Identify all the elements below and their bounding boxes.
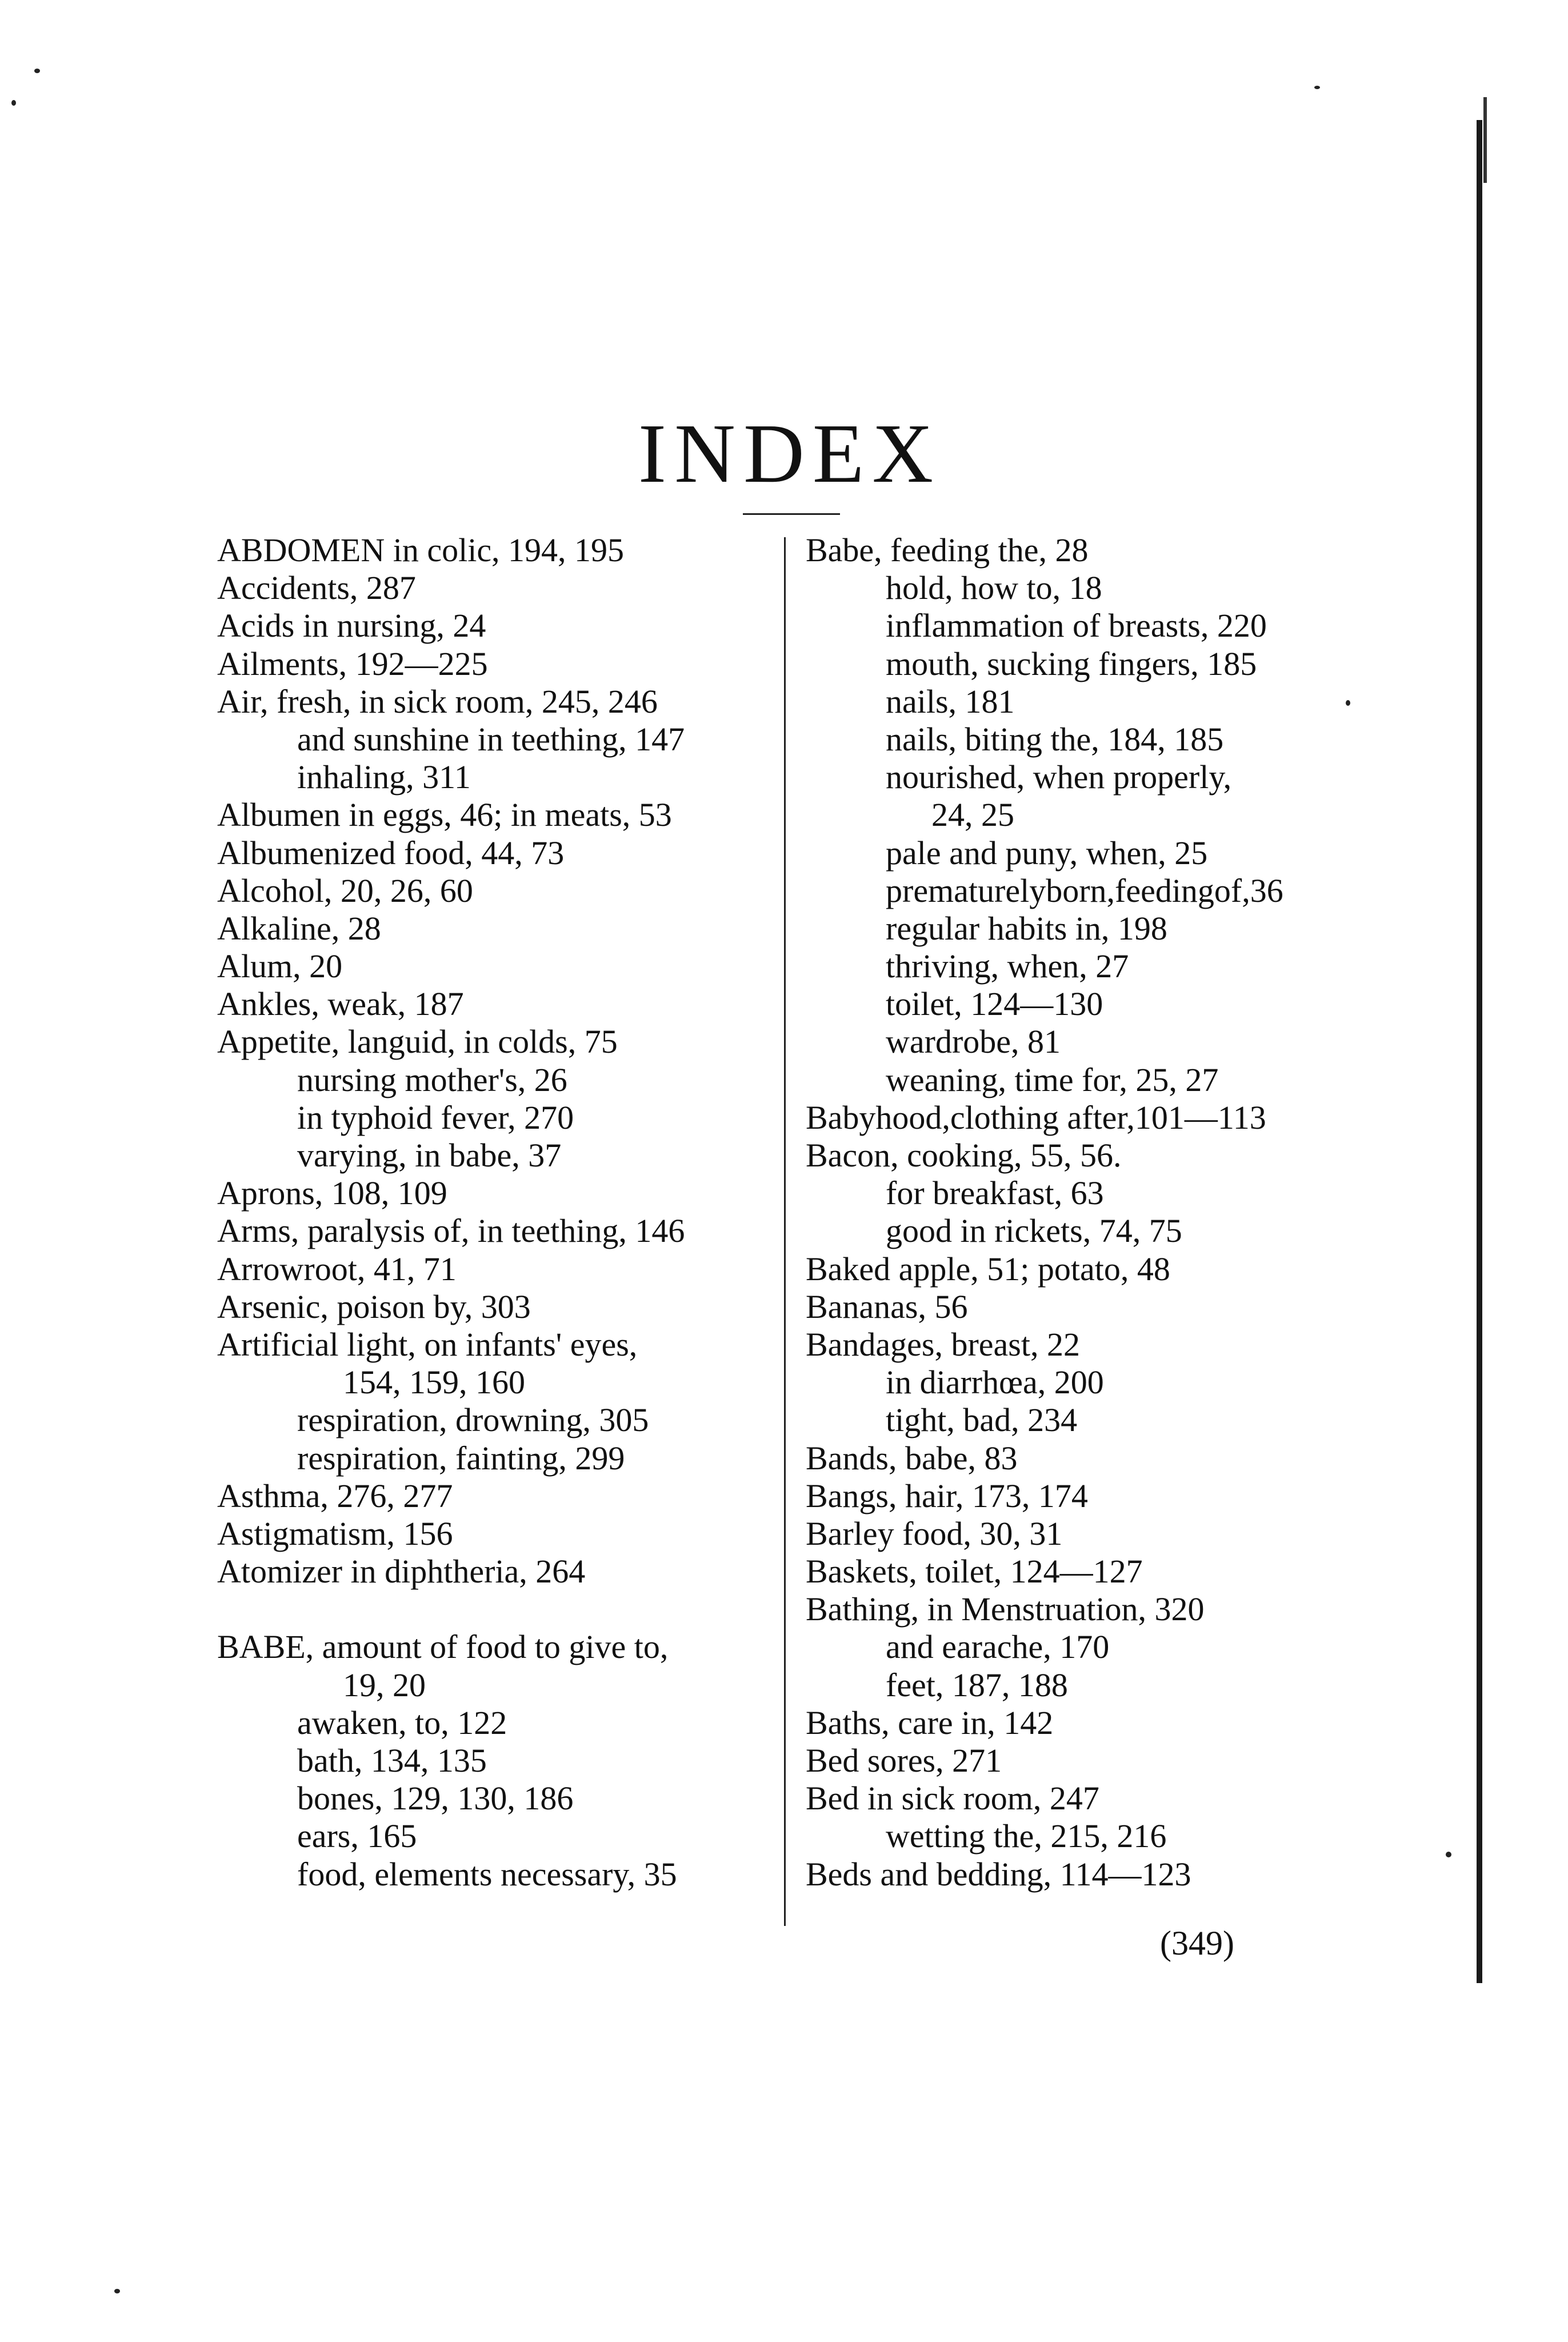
index-subentry: in diarrhœa, 200 xyxy=(886,1364,1104,1401)
index-entry: Baths, care in, 142 xyxy=(806,1704,1054,1741)
index-subentry: for breakfast, 63 xyxy=(886,1174,1104,1212)
index-subentry: varying, in babe, 37 xyxy=(297,1137,562,1174)
index-entry: Baked apple, 51; potato, 48 xyxy=(806,1250,1170,1288)
index-subentry: tight, bad, 234 xyxy=(886,1401,1078,1439)
index-entry: Alum, 20 xyxy=(217,948,343,985)
index-entry: Bacon, cooking, 55, 56. xyxy=(806,1137,1122,1174)
index-entry: Baskets, toilet, 124—127 xyxy=(806,1553,1143,1590)
index-subentry: ears, 165 xyxy=(297,1817,417,1855)
index-entry: Air, fresh, in sick room, 245, 246 xyxy=(217,682,658,720)
index-subentry: regular habits in, 198 xyxy=(886,909,1167,947)
index-entry: Bed sores, 271 xyxy=(806,1742,1002,1779)
index-entry: BABE, amount of food to give to, xyxy=(217,1628,669,1666)
page-edge-mark xyxy=(1483,97,1487,183)
index-spacer xyxy=(217,1590,777,1628)
index-subentry: food, elements necessary, 35 xyxy=(297,1855,677,1893)
index-entry: Arsenic, poison by, 303 xyxy=(217,1288,531,1325)
index-subentry: 24, 25 xyxy=(931,796,1014,834)
index-entry: Alkaline, 28 xyxy=(217,909,381,947)
index-entry: Bangs, hair, 173, 174 xyxy=(806,1477,1088,1514)
index-entry: Ailments, 192—225 xyxy=(217,645,488,682)
index-subentry: inflammation of breasts, 220 xyxy=(886,607,1267,645)
index-column-left xyxy=(217,531,777,1893)
index-entry: Beds and bedding, 114—123 xyxy=(806,1855,1191,1893)
index-subentry: bath, 134, 135 xyxy=(297,1742,487,1779)
index-entry: Alcohol, 20, 26, 60 xyxy=(217,872,473,909)
page-number: (349) xyxy=(1160,1924,1234,1962)
index-subentry: prematurelyborn,feedingof,36 xyxy=(886,872,1283,909)
index-entry: Bands, babe, 83 xyxy=(806,1439,1018,1477)
index-subentry: in typhoid fever, 270 xyxy=(297,1098,574,1136)
index-entry: ABDOMEN in colic, 194, 195 xyxy=(217,531,625,569)
index-subentry: 19, 20 xyxy=(343,1666,426,1704)
index-subentry: mouth, sucking fingers, 185 xyxy=(886,645,1257,682)
index-subentry: inhaling, 311 xyxy=(297,758,471,796)
index-entry: Babyhood,clothing after,101—113 xyxy=(806,1098,1266,1136)
index-subentry: thriving, when, 27 xyxy=(886,948,1129,985)
index-subentry: wetting the, 215, 216 xyxy=(886,1817,1167,1855)
index-subentry: hold, how to, 18 xyxy=(886,569,1102,607)
index-subentry: nourished, when properly, xyxy=(886,758,1232,796)
index-subentry: good in rickets, 74, 75 xyxy=(886,1212,1182,1250)
index-subentry: respiration, fainting, 299 xyxy=(297,1439,625,1477)
index-subentry: feet, 187, 188 xyxy=(886,1666,1068,1704)
index-entry: Bathing, in Menstruation, 320 xyxy=(806,1590,1205,1628)
index-subentry: weaning, time for, 25, 27 xyxy=(886,1061,1219,1098)
index-entry: Arms, paralysis of, in teething, 146 xyxy=(217,1212,685,1250)
scan-speck xyxy=(34,69,40,73)
index-entry: Albumenized food, 44, 73 xyxy=(217,834,565,872)
index-column-right xyxy=(806,531,1354,1893)
index-subentry: nursing mother's, 26 xyxy=(297,1061,567,1098)
index-entry: Atomizer in diphtheria, 264 xyxy=(217,1553,586,1590)
index-entry: Bed in sick room, 247 xyxy=(806,1780,1099,1817)
index-entry: Accidents, 287 xyxy=(217,569,416,607)
page-title: INDEX xyxy=(638,407,942,501)
index-subentry: awaken, to, 122 xyxy=(297,1704,507,1741)
index-entry: Arrowroot, 41, 71 xyxy=(217,1250,457,1288)
index-subentry: nails, 181 xyxy=(886,682,1015,720)
index-entry: Aprons, 108, 109 xyxy=(217,1174,447,1212)
index-subentry: bones, 129, 130, 186 xyxy=(297,1780,574,1817)
index-subentry: toilet, 124—130 xyxy=(886,985,1103,1023)
index-entry: Artificial light, on infants' eyes, xyxy=(217,1325,638,1363)
index-entry: Babe, feeding the, 28 xyxy=(806,531,1089,569)
page-edge-shadow xyxy=(1477,120,1482,1983)
index-entry: Bananas, 56 xyxy=(806,1288,968,1325)
index-entry: Astigmatism, 156 xyxy=(217,1514,453,1552)
scan-speck xyxy=(1314,86,1320,89)
index-subentry: 154, 159, 160 xyxy=(343,1364,525,1401)
index-entry: Barley food, 30, 31 xyxy=(806,1514,1063,1552)
scan-speck xyxy=(1446,1852,1451,1857)
index-entry: Acids in nursing, 24 xyxy=(217,607,486,645)
index-subentry: pale and puny, when, 25 xyxy=(886,834,1208,872)
index-subentry: wardrobe, 81 xyxy=(886,1023,1061,1061)
column-divider xyxy=(784,537,786,1926)
title-divider xyxy=(743,513,840,515)
index-entry: Ankles, weak, 187 xyxy=(217,985,464,1023)
index-subentry: nails, biting the, 184, 185 xyxy=(886,720,1224,758)
index-entry: Appetite, languid, in colds, 75 xyxy=(217,1023,618,1061)
index-subentry: respiration, drowning, 305 xyxy=(297,1401,649,1439)
index-entry: Asthma, 276, 277 xyxy=(217,1477,453,1514)
index-subentry: and earache, 170 xyxy=(886,1628,1110,1666)
scan-speck xyxy=(11,100,16,106)
index-entry: Albumen in eggs, 46; in meats, 53 xyxy=(217,796,672,834)
scan-speck xyxy=(114,2289,120,2293)
index-subentry: and sunshine in teething, 147 xyxy=(297,720,685,758)
index-entry: Bandages, breast, 22 xyxy=(806,1325,1080,1363)
